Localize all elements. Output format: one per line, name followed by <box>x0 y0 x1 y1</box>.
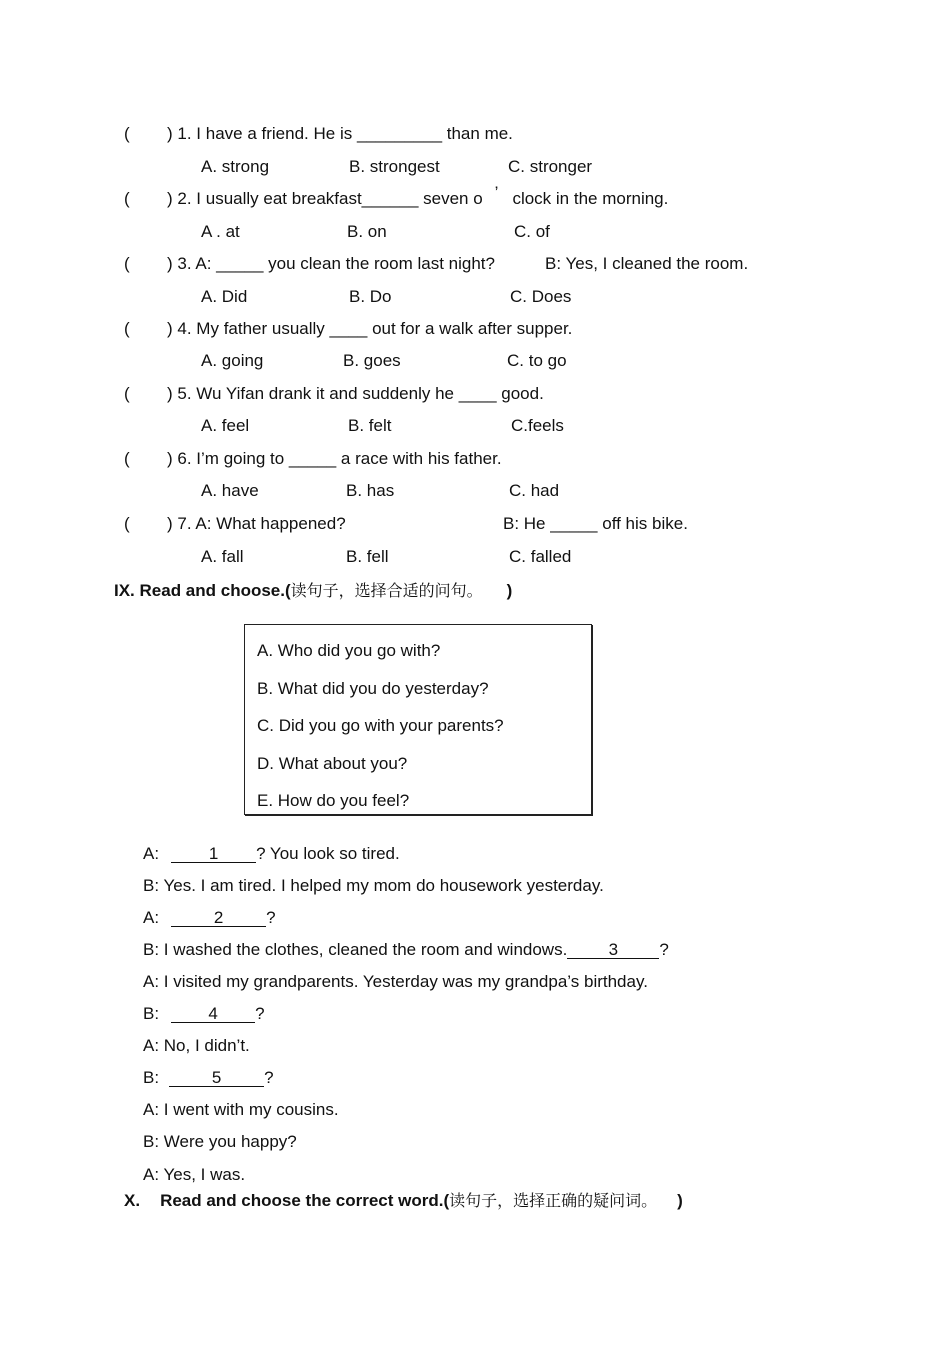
option-b: B. strongest <box>349 157 440 176</box>
section-9-heading-cn: 读句子，选择合适的问句。 <box>290 581 483 600</box>
answer-paren-open: ( <box>124 254 130 273</box>
box-option-a: A. Who did you go with? <box>257 641 441 660</box>
question-text: 4. My father usually ____ out for a walk after supper. <box>177 319 573 338</box>
question-stem: ) 5. Wu Yifan drank it and suddenly he ____ good. <box>167 384 544 403</box>
option-c: C. Does <box>510 287 572 306</box>
question-text: 3. A: _____ you clean the room last night? <box>177 254 495 273</box>
option-a: A. fall <box>201 547 244 566</box>
dialogue-line-9: A: I went with my cousins. <box>143 1100 339 1119</box>
options-box <box>244 624 592 815</box>
dialogue-line-11: A: Yes, I was. <box>143 1165 246 1184</box>
answer-paren-open: ( <box>124 514 130 533</box>
option-a: A. feel <box>201 416 250 435</box>
answer-paren-open: ( <box>124 124 130 143</box>
dialogue-line-1: A: 1 ? You look so tired. <box>143 844 400 863</box>
blank-1: 1 <box>171 846 256 863</box>
question-stem: ) 3. A: _____ you clean the room last night? <box>167 254 495 273</box>
question-text: 5. Wu Yifan drank it and suddenly he ____ good. <box>177 384 544 403</box>
option-b: B. has <box>346 481 395 500</box>
option-a: A. strong <box>201 157 270 176</box>
question-text: 2. I usually eat breakfast______ seven o <box>177 189 483 208</box>
question-text-right: B: He _____ off his bike. <box>503 514 688 533</box>
option-a: A. Did <box>201 287 248 306</box>
section-10-number: X. <box>124 1191 141 1210</box>
box-option-e: E. How do you feel? <box>257 791 410 810</box>
option-c: C. to go <box>507 351 567 370</box>
blank-5: 5 <box>169 1070 264 1087</box>
dialogue-line-3: A: 2 ? <box>143 908 276 927</box>
option-b: B. on <box>347 222 387 241</box>
question-text-right: B: Yes, I cleaned the room. <box>545 254 749 273</box>
dialogue-line-8: B: 5 ? <box>143 1068 274 1087</box>
box-option-d: D. What about you? <box>257 754 408 773</box>
option-c: C. falled <box>509 547 572 566</box>
box-option-b: B. What did you do yesterday? <box>257 679 489 698</box>
question-stem: ) 2. I usually eat breakfast______ seven o ’ clock in the morning. <box>167 183 669 208</box>
option-c: C. stronger <box>508 157 593 176</box>
dialogue-line-4: B: I washed the clothes, cleaned the room and windows. 3 ? <box>143 940 669 959</box>
option-c: C. had <box>509 481 560 500</box>
question-stem: ) 1. I have a friend. He is _________ than me. <box>167 124 513 143</box>
answer-paren-open: ( <box>124 449 130 468</box>
option-a: A. going <box>201 351 264 370</box>
dialogue-line-5: A: I visited my grandparents. Yesterday was my grandpa’s birthday. <box>143 972 648 991</box>
section-9-heading: IX. Read and choose.(读句子，选择合适的问句。 ) <box>114 581 513 600</box>
question-stem: ) 7. A: What happened? <box>167 514 346 533</box>
question-text: 6. I’m going to _____ a race with his father. <box>177 449 502 468</box>
blank-4: 4 <box>171 1006 255 1023</box>
question-text: 7. A: What happened? <box>177 514 346 533</box>
option-b: B. Do <box>349 287 392 306</box>
question-text: 1. I have a friend. He is _________ than me. <box>177 124 513 143</box>
dialogue-line-6: B: 4 ? <box>143 1004 265 1023</box>
dialogue-line-10: B: Were you happy? <box>143 1132 297 1151</box>
option-a: A . at <box>201 222 240 241</box>
option-a: A. have <box>201 481 259 500</box>
option-b: B. fell <box>346 547 389 566</box>
blank-2: 2 <box>171 910 266 927</box>
dialogue-line-7: A: No, I didn’t. <box>143 1036 250 1055</box>
answer-paren-open: ( <box>124 384 130 403</box>
question-stem: ) 6. I’m going to _____ a race with his father. <box>167 449 502 468</box>
answer-paren-open: ( <box>124 319 130 338</box>
dialogue-line-2: B: Yes. I am tired. I helped my mom do housework yesterday. <box>143 876 604 895</box>
section-10-heading: X. Read and choose the correct word.(读句子，选择正确的疑问词。 ) <box>124 1191 683 1210</box>
question-stem: ) 4. My father usually ____ out for a walk after supper. <box>167 319 573 338</box>
option-c: C.feels <box>511 416 564 435</box>
option-b: B. felt <box>348 416 392 435</box>
option-b: B. goes <box>343 351 401 370</box>
answer-paren-open: ( <box>124 189 130 208</box>
blank-3: 3 <box>567 942 659 959</box>
section-9-heading-en: IX. Read and choose.( <box>114 581 291 600</box>
box-option-c: C. Did you go with your parents? <box>257 716 504 735</box>
option-c: C. of <box>514 222 550 241</box>
